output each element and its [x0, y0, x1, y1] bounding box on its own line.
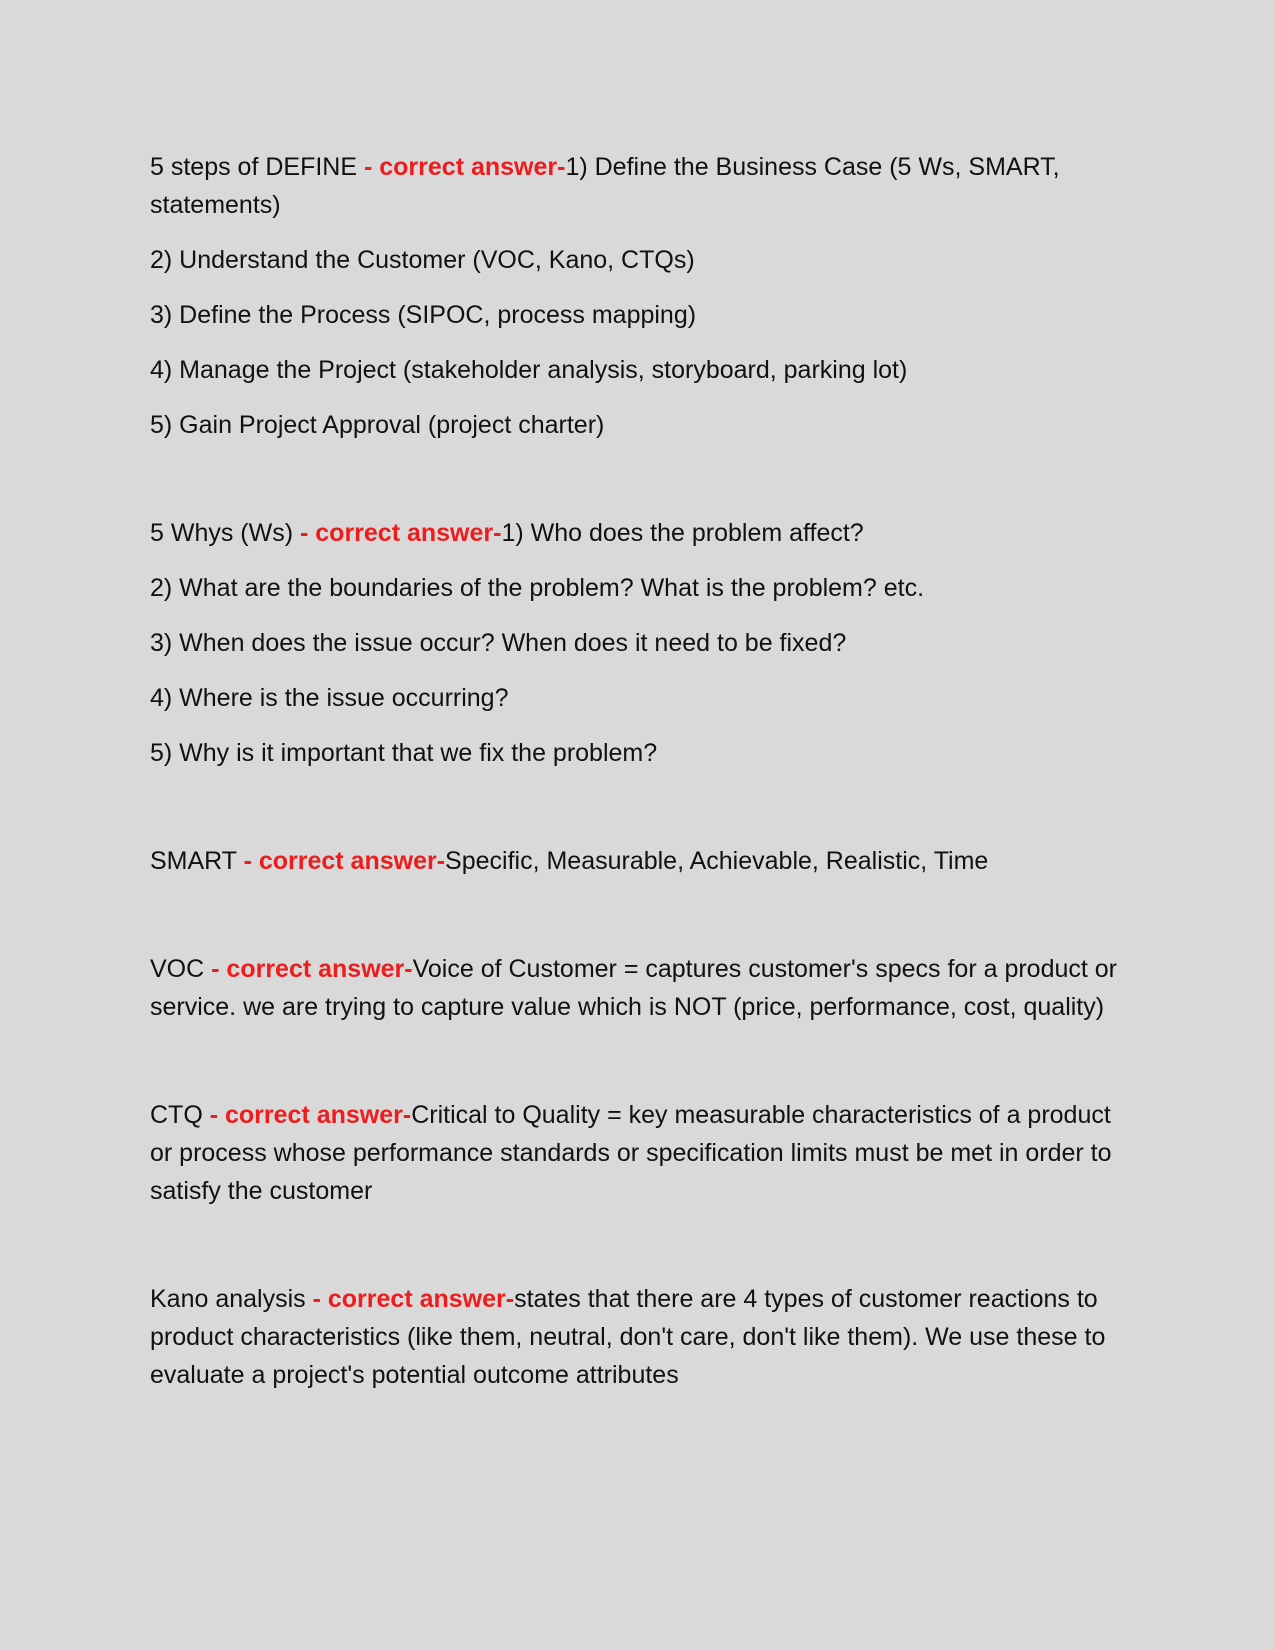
flashcard-answer: 1) Who does the problem affect?	[501, 519, 864, 547]
flashcard-ctq	[150, 1096, 1130, 1210]
answer-line: 3) When does the issue occur? When does it need to be fixed?	[150, 629, 847, 657]
flashcard-answer: Specific, Measurable, Achievable, Realistic, Time	[445, 847, 989, 875]
answer-line: 5) Why is it important that we fix the problem?	[150, 739, 658, 767]
entry-spacer	[150, 1227, 1130, 1280]
entry-spacer	[150, 897, 1130, 950]
correct-answer-separator: - correct answer-	[243, 847, 446, 875]
correct-answer-separator: - correct answer-	[211, 955, 413, 983]
correct-answer-separator: - correct answer-	[363, 153, 566, 181]
correct-answer-separator: - correct answer-	[209, 1101, 412, 1129]
entry-spacer	[150, 1043, 1130, 1096]
flashcard-voc	[150, 950, 1130, 1026]
flashcard-question-line	[150, 514, 1130, 552]
flashcard-answer: Critical to Quality = key measurable characteristics of a product or process whose performance standards or specification limits must be met in order to satisfy the customer	[150, 1101, 1112, 1205]
answer-line: 5) Gain Project Approval (project charter)	[150, 411, 605, 439]
flashcard-term: Kano analysis	[150, 1285, 306, 1313]
answer-line: 2) Understand the Customer (VOC, Kano, CTQs)	[150, 246, 695, 274]
correct-answer-separator: - correct answer-	[300, 519, 502, 547]
flashcard-question-line	[150, 950, 1130, 1026]
flashcard-five-whys	[150, 514, 1130, 772]
flashcard-term: VOC	[150, 955, 205, 983]
answer-line: 4) Where is the issue occurring?	[150, 684, 509, 712]
flashcard-term: SMART	[150, 847, 237, 875]
answer-line: 4) Manage the Project (stakeholder analysis, storyboard, parking lot)	[150, 356, 908, 384]
flashcard-smart	[150, 842, 1130, 880]
answer-line: 3) Define the Process (SIPOC, process mapping)	[150, 301, 697, 329]
flashcard-term: CTQ	[150, 1101, 203, 1129]
flashcard-question-line	[150, 1096, 1130, 1210]
flashcard-answer: states that there are 4 types of customer reactions to product characteristics (like them, neutral, don't care, don't like them). We use these to evaluate a project's potential outcome attributes	[150, 1285, 1106, 1389]
flashcard-page	[150, 148, 1130, 1411]
correct-answer-separator: - correct answer-	[312, 1285, 515, 1313]
entry-spacer	[150, 789, 1130, 842]
flashcard-answer: Voice of Customer = captures customer's specs for a product or service. we are trying to capture value which is NOT (price, performance, cost, quality)	[150, 955, 1118, 1021]
answer-line: 2) What are the boundaries of the problem? What is the problem? etc.	[150, 574, 925, 602]
entry-spacer	[150, 461, 1130, 514]
flashcard-term: 5 Whys (Ws)	[150, 519, 294, 547]
flashcard-question-line	[150, 148, 1130, 224]
flashcard-question-line	[150, 1280, 1130, 1394]
flashcard-define-steps	[150, 148, 1130, 444]
flashcard-answer: 1) Define the Business Case (5 Ws, SMART, statements)	[150, 153, 1060, 219]
flashcard-kano	[150, 1280, 1130, 1394]
flashcard-term: 5 steps of DEFINE	[150, 153, 358, 181]
flashcard-question-line	[150, 842, 1130, 880]
